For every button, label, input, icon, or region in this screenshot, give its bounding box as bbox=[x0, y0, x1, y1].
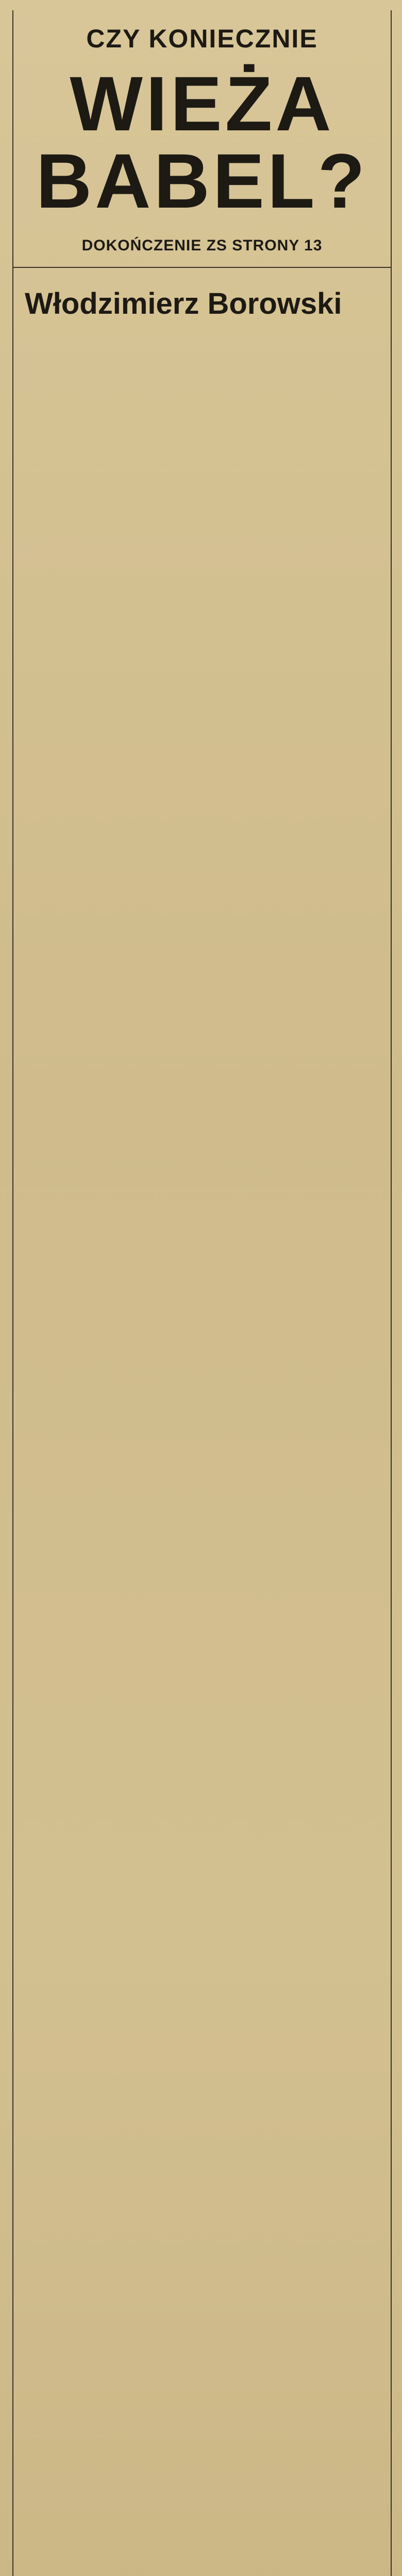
kicker: CZY KONIECZNIE bbox=[86, 24, 318, 53]
article-column bbox=[12, 10, 392, 2576]
headline-line-1: WIEŻA bbox=[70, 60, 334, 147]
headline bbox=[13, 60, 391, 224]
headline-line-2: BABEL? bbox=[36, 138, 368, 224]
author-byline: Włodzimierz Borowski bbox=[25, 287, 342, 320]
continuation-note: DOKOŃCZENIE ZS STRONY 13 bbox=[13, 237, 391, 268]
